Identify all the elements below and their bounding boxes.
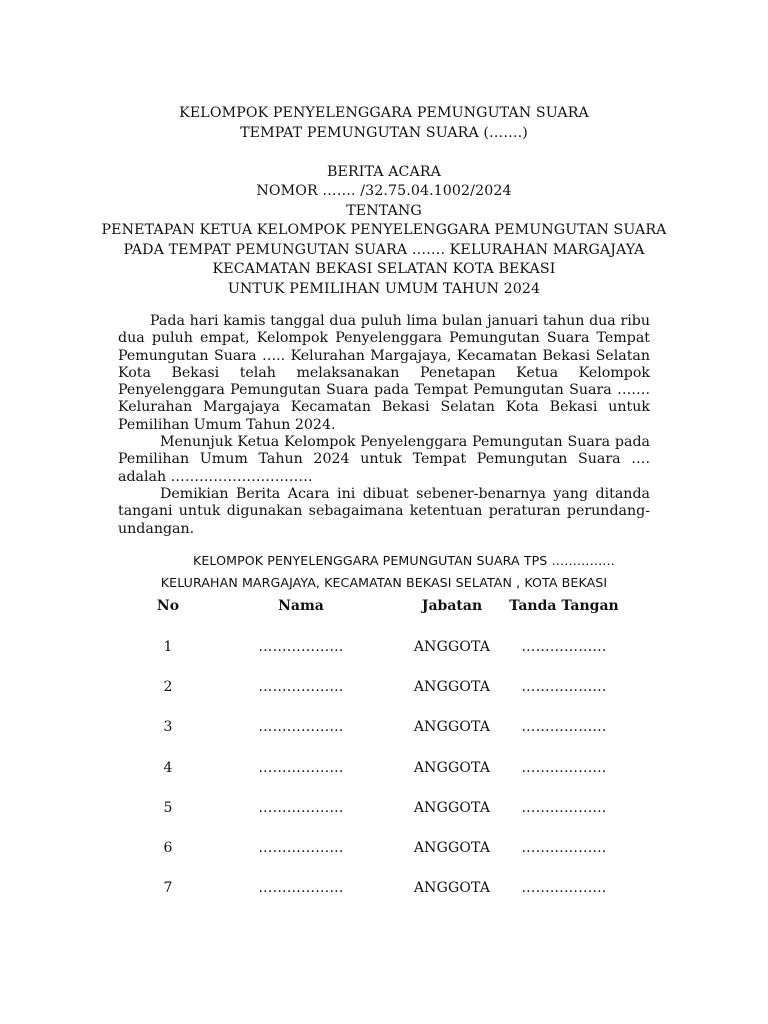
row-position: ANGGOTA xyxy=(413,679,491,695)
row-position: ANGGOTA xyxy=(413,639,491,655)
body-paragraph-1: Pada hari kamis tanggal dua puluh lima bulan januari tahun dua ribu dua puluh empat, Kelompok Penyelenggara Pemungutan Suara Tempat Pemungutan Suara ….. Kelurahan Margajaya, Kecamatan Bekasi Selatan Kota Bekasi telah melaksanakan Penetapan Ketua Kelompok Penyelenggara Pemungutan Suara pada Tempat Pemungutan Suara ……. Kelurahan Margajaya Kecamatan Bekasi Selatan Kota Bekasi untuk Pemilihan Umum Tahun 2024. xyxy=(118,313,650,433)
row-signature: ……………… xyxy=(521,639,607,655)
header-tanda-tangan: Tanda Tangan xyxy=(509,598,619,614)
table-row xyxy=(0,840,768,860)
row-position: ANGGOTA xyxy=(413,719,491,735)
header-jabatan: Jabatan xyxy=(421,598,483,614)
committee-title: KELOMPOK PENYELENGGARA PEMUNGUTAN SUARA TPS …………… xyxy=(193,553,615,568)
row-position: ANGGOTA xyxy=(413,760,491,776)
row-number: 1 xyxy=(163,639,173,655)
row-name: ……………… xyxy=(258,679,344,695)
committee-location: KELURAHAN MARGAJAYA, KECAMATAN BEKASI SELATAN , KOTA BEKASI xyxy=(160,575,608,590)
row-name: ……………… xyxy=(258,880,344,896)
body-paragraph-3: Demikian Berita Acara ini dibuat sebener-benarnya yang ditanda tangani untuk digunakan sebagaimana ketentuan peraturan perundang-undangan. xyxy=(118,485,650,537)
row-signature: ……………… xyxy=(521,800,607,816)
subject-line-4: UNTUK PEMILIHAN UMUM TAHUN 2024 xyxy=(227,280,541,297)
subject-line-1: PENETAPAN KETUA KELOMPOK PENYELENGGARA PEMUNGUTAN SUARA xyxy=(101,222,667,238)
header-no: No xyxy=(156,598,180,614)
table-row xyxy=(0,880,768,900)
body-paragraph-2: Menunjuk Ketua Kelompok Penyelenggara Pemungutan Suara pada Pemilihan Umum Tahun 2024 untuk Tempat Pemungutan Suara …. adalah ………………………… xyxy=(118,434,650,485)
row-signature: ……………… xyxy=(521,840,607,856)
header-nama: Nama xyxy=(278,598,324,614)
row-number: 3 xyxy=(163,719,173,735)
table-row xyxy=(0,760,768,780)
row-number: 2 xyxy=(163,679,173,695)
row-position: ANGGOTA xyxy=(413,840,491,856)
row-name: ……………… xyxy=(258,800,344,816)
subject-line-3: KECAMATAN BEKASI SELATAN KOTA BEKASI xyxy=(212,261,556,277)
row-signature: ……………… xyxy=(521,719,607,735)
row-number: 4 xyxy=(163,760,173,776)
header-spacer xyxy=(0,143,768,163)
row-number: 6 xyxy=(163,840,173,856)
about-label: TENTANG xyxy=(346,202,422,219)
row-position: ANGGOTA xyxy=(413,800,491,816)
table-row xyxy=(0,719,768,739)
row-number: 7 xyxy=(163,880,173,896)
row-name: ……………… xyxy=(258,639,344,655)
table-header xyxy=(0,598,768,618)
subject-line-2: PADA TEMPAT PEMUNGUTAN SUARA ……. KELURAHAN MARGAJAYA xyxy=(123,241,645,258)
row-name: ……………… xyxy=(258,719,344,735)
header-organization: KELOMPOK PENYELENGGARA PEMUNGUTAN SUARA xyxy=(179,105,589,121)
document-header xyxy=(0,104,768,299)
table-row xyxy=(0,800,768,820)
document-type-title: BERITA ACARA xyxy=(327,163,441,180)
table-row xyxy=(0,679,768,699)
row-name: ……………… xyxy=(258,840,344,856)
row-signature: ……………… xyxy=(521,760,607,776)
row-position: ANGGOTA xyxy=(413,880,491,896)
document-body xyxy=(118,313,650,538)
table-row xyxy=(0,639,768,659)
row-number: 5 xyxy=(163,800,173,816)
row-signature: ……………… xyxy=(521,679,607,695)
row-signature: ……………… xyxy=(521,880,607,896)
document-number: NOMOR ……. /32.75.04.1002/2024 xyxy=(256,183,512,199)
header-polling-station: TEMPAT PEMUNGUTAN SUARA (…….) xyxy=(240,124,528,141)
row-name: ……………… xyxy=(258,760,344,776)
